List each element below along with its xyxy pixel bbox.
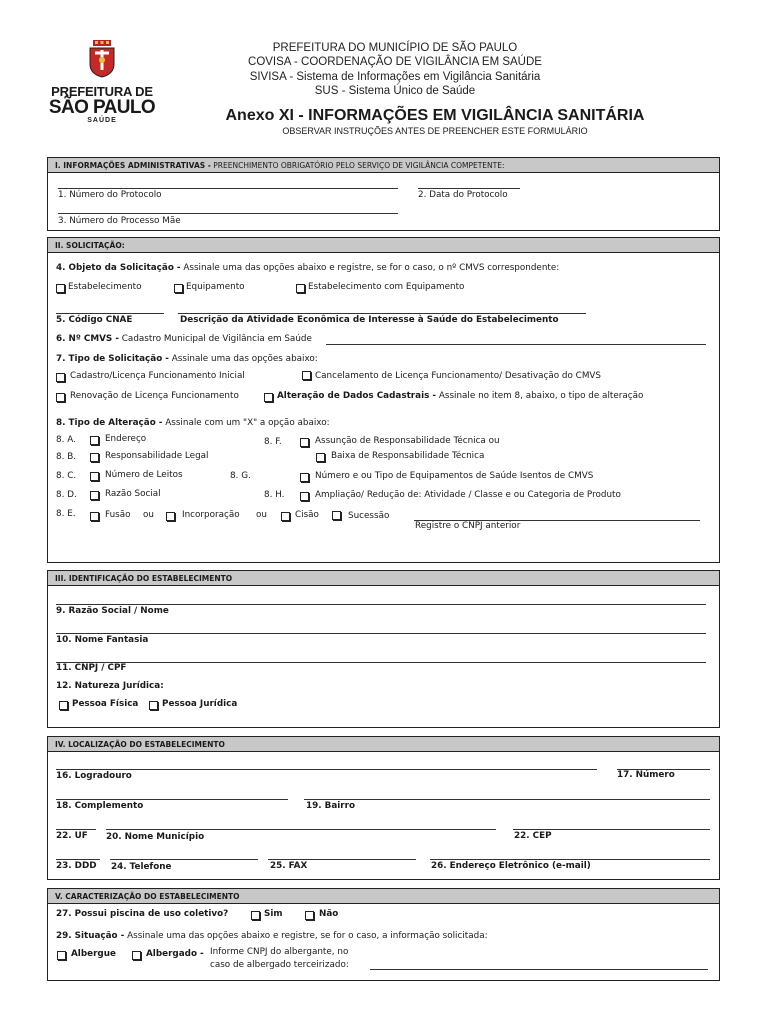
- protocol-number-label: 1. Número do Protocolo: [58, 190, 162, 200]
- phone-line[interactable]: [110, 859, 258, 860]
- checkbox-expansion-reduction[interactable]: [300, 492, 309, 501]
- section-identification: [47, 570, 720, 728]
- label-incorporation: Incorporação: [182, 510, 240, 520]
- label-or-2: ou: [256, 510, 267, 520]
- checkbox-merger[interactable]: [90, 512, 99, 521]
- q6-label: 6. Nº CMVS - Cadastro Municipal de Vigilância em Saúde: [56, 334, 312, 344]
- checkbox-hosted[interactable]: [132, 951, 141, 960]
- checkbox-renew-license[interactable]: [56, 393, 65, 402]
- parent-process-line[interactable]: [58, 213, 398, 214]
- checkbox-change-data[interactable]: [264, 393, 273, 402]
- street-label: 16. Logradouro: [56, 771, 132, 781]
- label-previous-cnpj: Registre o CNPJ anterior: [415, 521, 521, 531]
- code-8f: 8. F.: [264, 437, 282, 447]
- checkbox-legal-entity[interactable]: [149, 701, 158, 710]
- inform-cnpj-line-1: Informe CNPJ do albergante, no: [210, 947, 349, 957]
- logo-line3: SAÚDE: [87, 117, 117, 124]
- checkbox-equipment-exempt[interactable]: [300, 473, 309, 482]
- label-hosted: Albergado -: [146, 949, 204, 959]
- company-name-label: 9. Razão Social / Nome: [56, 606, 169, 616]
- section-location: [47, 736, 720, 880]
- fax-line[interactable]: [268, 859, 416, 860]
- label-or-1: ou: [143, 510, 154, 520]
- form-title: Anexo XI - INFORMAÇÕES EM VIGILÂNCIA SANITÁRIA: [225, 107, 645, 124]
- code-8b: 8. B.: [56, 452, 77, 462]
- label-equipment: Equipamento: [186, 282, 245, 292]
- label-individual: Pessoa Física: [72, 699, 139, 709]
- street-line[interactable]: [56, 769, 597, 770]
- checkbox-cancel-license[interactable]: [302, 371, 311, 380]
- checkbox-succession[interactable]: [332, 511, 341, 520]
- label-renew-license: Renovação de Licença Funcionamento: [70, 391, 239, 401]
- email-line[interactable]: [430, 859, 710, 860]
- uf-label: 22. UF: [56, 831, 88, 841]
- checkbox-host[interactable]: [57, 951, 66, 960]
- checkbox-company-name[interactable]: [90, 491, 99, 500]
- ddd-line[interactable]: [56, 859, 100, 860]
- checkbox-pool-yes[interactable]: [251, 911, 260, 920]
- host-cnpj-line[interactable]: [370, 969, 708, 970]
- legal-nature-label: 12. Natureza Jurídica:: [56, 681, 164, 691]
- label-pool-yes: Sim: [264, 909, 283, 919]
- city-line[interactable]: [106, 829, 496, 830]
- section-3-header: III. IDENTIFICAÇÃO DO ESTABELECIMENTO: [48, 571, 719, 586]
- city-label: 20. Nome Município: [106, 832, 205, 842]
- checkbox-split[interactable]: [281, 512, 290, 521]
- checkbox-establishment[interactable]: [56, 284, 65, 293]
- section-characterization: [47, 888, 720, 981]
- district-line[interactable]: [304, 799, 710, 800]
- section-4-header: IV. LOCALIZAÇÃO DO ESTABELECIMENTO: [48, 737, 719, 752]
- fax-label: 25. FAX: [270, 861, 308, 871]
- label-address: Endereço: [105, 434, 147, 444]
- checkbox-technical-responsibility[interactable]: [300, 438, 309, 447]
- trade-name-line[interactable]: [56, 633, 706, 634]
- code-8d: 8. D.: [56, 490, 77, 500]
- complement-line[interactable]: [56, 799, 288, 800]
- section-5-header: V. CARACTERIZAÇÃO DO ESTABELECIMENTO: [48, 889, 719, 904]
- trade-name-label: 10. Nome Fantasia: [56, 635, 149, 645]
- logo-line1: PREFEITURA DE: [51, 84, 153, 99]
- q8-label: 8. Tipo de Alteração - Assinale com um "X" a opção abaixo:: [56, 418, 330, 428]
- header-line-3: SIVISA - Sistema de Informações em Vigilância Sanitária: [249, 71, 541, 83]
- label-legal-responsibility: Responsabilidade Legal: [105, 451, 209, 461]
- section-administrative: [47, 157, 720, 231]
- district-label: 19. Bairro: [306, 801, 356, 811]
- checkbox-equipment[interactable]: [174, 284, 183, 293]
- protocol-number-line[interactable]: [58, 188, 398, 189]
- code-8c: 8. C.: [56, 471, 77, 481]
- checkbox-legal-responsibility[interactable]: [90, 453, 99, 462]
- activity-description-line[interactable]: [178, 313, 586, 314]
- cmvs-line[interactable]: [326, 344, 706, 345]
- checkbox-establishment-equipment[interactable]: [296, 284, 305, 293]
- checkbox-pool-no[interactable]: [305, 911, 314, 920]
- logo-line2: SÃO PAULO: [48, 97, 156, 118]
- cep-label: 22. CEP: [514, 831, 552, 841]
- cnae-line[interactable]: [56, 313, 164, 314]
- label-equipment-exempt: Número e ou Tipo de Equipamentos de Saúde Isentos de CMVS: [315, 471, 594, 481]
- cnae-label: 5. Código CNAE: [56, 315, 133, 325]
- label-technical-responsibility: Assunção de Responsabilidade Técnica ou: [315, 436, 500, 446]
- section-1-header: I. INFORMAÇÕES ADMINISTRATIVAS - PREENCHIMENTO OBRIGATÓRIO PELO SERVIÇO DE VIGILÂNCIA COMPETENTE:: [48, 158, 719, 173]
- phone-label: 24. Telefone: [111, 862, 172, 872]
- cnpj-cpf-label: 11. CNPJ / CPF: [56, 663, 127, 673]
- label-company-name: Razão Social: [105, 489, 161, 499]
- header-line-4: SUS - Sistema Único de Saúde: [314, 85, 476, 97]
- logo: [44, 40, 160, 124]
- company-name-line[interactable]: [56, 604, 706, 605]
- section-request: [47, 237, 720, 563]
- activity-description-label: Descrição da Atividade Econômica de Interesse à Saúde do Estabelecimento: [180, 315, 559, 325]
- ddd-label: 23. DDD: [56, 861, 97, 871]
- header-line-1: PREFEITURA DO MUNICÍPIO DE SÃO PAULO: [272, 42, 518, 54]
- code-8g: 8. G.: [230, 471, 251, 481]
- label-expansion-reduction: Ampliação/ Redução de: Atividade / Classe e ou Categoria de Produto: [315, 490, 621, 500]
- label-merger: Fusão: [105, 510, 131, 520]
- label-split: Cisão: [295, 510, 319, 520]
- label-succession: Sucessão: [348, 511, 390, 521]
- q4-label: 4. Objeto da Solicitação - Assinale uma das opções abaixo e registre, se for o caso, o nº CMVS correspondente:: [56, 263, 560, 273]
- checkbox-bed-count[interactable]: [90, 472, 99, 481]
- code-8a: 8. A.: [56, 435, 76, 445]
- parent-process-label: 3. Número do Processo Mãe: [58, 216, 181, 226]
- protocol-date-label: 2. Data do Protocolo: [418, 190, 508, 200]
- code-8h: 8. H.: [264, 490, 285, 500]
- q27-label: 27. Possui piscina de uso coletivo?: [56, 909, 229, 919]
- form-subtitle: OBSERVAR INSTRUÇÕES ANTES DE PREENCHER ESTE FORMULÁRIO: [282, 126, 588, 136]
- checkbox-technical-responsibility-removal[interactable]: [316, 453, 325, 462]
- label-change-data: Alteração de Dados Cadastrais - Assinale no item 8, abaixo, o tipo de alteração: [277, 391, 644, 401]
- code-8e: 8. E.: [56, 509, 76, 519]
- number-label: 17. Número: [617, 770, 675, 780]
- label-pool-no: Não: [319, 909, 339, 919]
- checkbox-incorporation[interactable]: [166, 512, 175, 521]
- inform-cnpj-line-2: caso de albergado terceirizado:: [210, 960, 349, 970]
- cnpj-cpf-line[interactable]: [56, 662, 706, 663]
- checkbox-initial-license[interactable]: [56, 373, 65, 382]
- label-technical-responsibility-removal: Baixa de Responsabilidade Técnica: [331, 451, 485, 461]
- email-label: 26. Endereço Eletrônico (e-mail): [431, 861, 591, 871]
- q7-label: 7. Tipo de Solicitação - Assinale uma das opções abaixo:: [56, 354, 318, 364]
- coat-of-arms-icon: [87, 40, 117, 78]
- complement-label: 18. Complemento: [56, 801, 144, 811]
- section-2-header: II. SOLICITAÇÃO:: [48, 238, 719, 253]
- label-initial-license: Cadastro/Licença Funcionamento Inicial: [70, 371, 245, 381]
- cep-line[interactable]: [513, 829, 710, 830]
- header-line-2: COVISA - COORDENAÇÃO DE VIGILÂNCIA EM SAÚDE: [248, 56, 542, 68]
- checkbox-address[interactable]: [90, 436, 99, 445]
- label-host: Albergue: [71, 949, 116, 959]
- q29-label: 29. Situação - Assinale uma das opções abaixo e registre, se for o caso, a informação solicitada:: [56, 931, 488, 941]
- label-legal-entity: Pessoa Jurídica: [162, 699, 238, 709]
- label-cancel-license: Cancelamento de Licença Funcionamento/ Desativação do CMVS: [315, 371, 602, 381]
- protocol-date-line[interactable]: [418, 188, 520, 189]
- label-establishment-equipment: Estabelecimento com Equipamento: [308, 282, 465, 292]
- checkbox-individual[interactable]: [59, 701, 68, 710]
- label-establishment: Estabelecimento: [68, 282, 142, 292]
- label-bed-count: Número de Leitos: [105, 470, 183, 480]
- uf-line[interactable]: [56, 829, 96, 830]
